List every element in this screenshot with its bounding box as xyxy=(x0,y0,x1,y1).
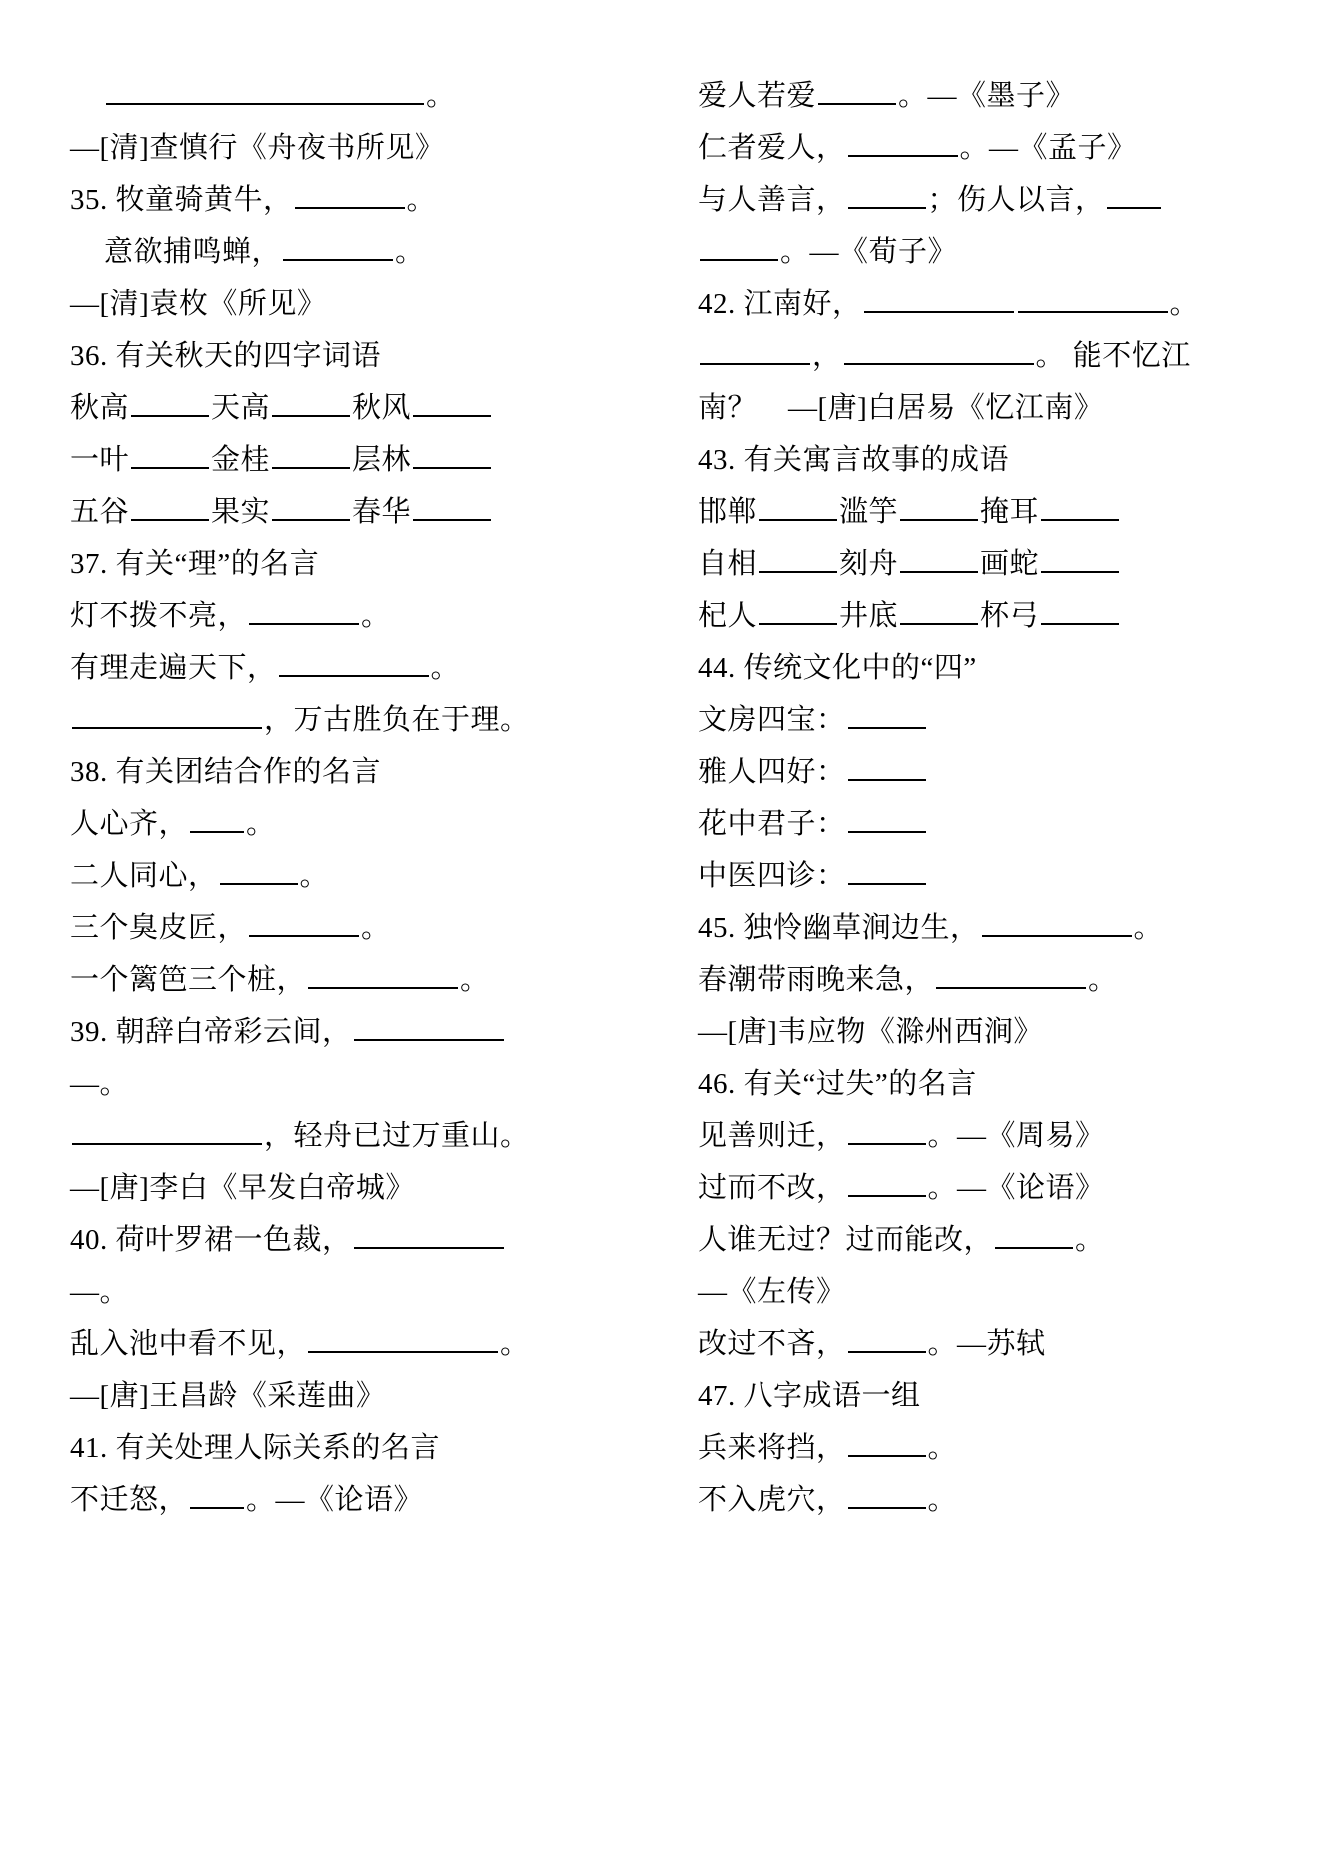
fill-in-blank[interactable] xyxy=(190,1481,244,1509)
line-text: 42. 江南好， xyxy=(698,288,862,320)
fill-in-blank[interactable] xyxy=(249,597,359,625)
line-text: 兵来将挡， xyxy=(698,1432,846,1464)
line-text: 邯郸 xyxy=(698,496,758,528)
line-text: 二人同心， xyxy=(70,860,218,892)
fill-in-blank[interactable] xyxy=(283,233,393,261)
text-line xyxy=(698,1422,1252,1474)
line-text: 36. 有关秋天的四字词语 xyxy=(70,340,382,372)
text-line xyxy=(70,642,624,694)
text-line xyxy=(70,538,624,590)
line-text: ， xyxy=(812,340,842,372)
line-text: —[唐]王昌龄《采莲曲》 xyxy=(70,1380,386,1412)
line-text: 。—苏轼 xyxy=(927,1328,1046,1360)
line-text: 果实 xyxy=(211,496,271,528)
fill-in-blank[interactable] xyxy=(413,493,491,521)
line-text: 。—《孟子》 xyxy=(959,132,1137,164)
fill-in-blank[interactable] xyxy=(995,1221,1073,1249)
fill-in-blank[interactable] xyxy=(848,857,926,885)
line-text: 有理走遍天下， xyxy=(70,652,277,684)
line-text: 。 xyxy=(1133,912,1164,944)
text-line xyxy=(698,902,1252,954)
line-text: 不迁怒， xyxy=(70,1484,189,1516)
line-text: 。 xyxy=(430,652,461,684)
line-text: —[清]查慎行《舟夜书所见》 xyxy=(70,132,445,164)
text-line xyxy=(70,1422,624,1474)
left-text-column xyxy=(70,70,624,1526)
line-text: 与人善言， xyxy=(698,184,846,216)
fill-in-blank[interactable] xyxy=(272,389,350,417)
fill-in-blank[interactable] xyxy=(848,1117,926,1145)
fill-in-blank[interactable] xyxy=(900,597,978,625)
line-text: 39. 朝辞白帝彩云间， xyxy=(70,1016,352,1048)
fill-in-blank[interactable] xyxy=(308,1325,498,1353)
fill-in-blank[interactable] xyxy=(106,77,424,105)
line-text: 爱人若爱 xyxy=(698,80,817,112)
line-text: 。 xyxy=(927,1432,958,1464)
text-line xyxy=(70,1110,624,1162)
fill-in-blank[interactable] xyxy=(131,493,209,521)
fill-in-blank[interactable] xyxy=(844,337,1034,365)
line-text: 。—《周易》 xyxy=(927,1120,1105,1152)
line-text: 仁者爱人， xyxy=(698,132,846,164)
fill-in-blank[interactable] xyxy=(190,805,244,833)
text-line xyxy=(698,746,1252,798)
fill-in-blank[interactable] xyxy=(413,441,491,469)
fill-in-blank[interactable] xyxy=(848,181,926,209)
text-line xyxy=(698,1318,1252,1370)
line-text: 46. 有关“过失”的名言 xyxy=(698,1068,977,1100)
fill-in-blank[interactable] xyxy=(272,493,350,521)
text-line xyxy=(698,486,1252,538)
text-line xyxy=(698,1162,1252,1214)
line-text: 秋高 xyxy=(70,392,130,424)
line-text: 雅人四好： xyxy=(698,756,846,788)
line-text: 。 xyxy=(927,1484,958,1516)
line-text: 三个臭皮匠， xyxy=(70,912,248,944)
line-text: 改过不吝， xyxy=(698,1328,846,1360)
line-text: 过而不改， xyxy=(698,1172,846,1204)
text-line xyxy=(698,278,1252,330)
line-text: 40. 荷叶罗裙一色裁， xyxy=(70,1224,352,1256)
text-line xyxy=(70,590,624,642)
fill-in-blank[interactable] xyxy=(354,1013,504,1041)
line-text: 自相 xyxy=(698,548,758,580)
line-text: 。 xyxy=(361,912,391,944)
text-line xyxy=(70,1474,624,1526)
line-text: 花中君子： xyxy=(698,808,846,840)
line-text: 。—《荀子》 xyxy=(780,236,958,268)
text-line xyxy=(698,1214,1252,1266)
line-text: 一个篱笆三个桩， xyxy=(70,964,307,996)
line-text: 。 xyxy=(299,860,330,892)
line-text: 。 xyxy=(460,964,490,996)
text-line xyxy=(70,1370,624,1422)
fill-in-blank[interactable] xyxy=(759,545,837,573)
fill-in-blank[interactable] xyxy=(848,753,926,781)
line-text: —。 xyxy=(70,1276,130,1308)
line-text: 43. 有关寓言故事的成语 xyxy=(698,444,1010,476)
line-text: 乱入池中看不见， xyxy=(70,1328,307,1360)
line-text: ；伤人以言， xyxy=(927,184,1105,216)
line-text: 井底 xyxy=(839,600,899,632)
line-text: 杞人 xyxy=(698,600,758,632)
line-text: 44. 传统文化中的“四” xyxy=(698,652,977,684)
line-text: 38. 有关团结合作的名言 xyxy=(70,756,382,788)
line-text: 37. 有关“理”的名言 xyxy=(70,548,320,580)
text-line xyxy=(70,382,624,434)
line-text: 41. 有关处理人际关系的名言 xyxy=(70,1432,441,1464)
line-text: 。 xyxy=(426,80,456,112)
text-line xyxy=(70,798,624,850)
line-text: 。—《论语》 xyxy=(246,1484,424,1516)
fill-in-blank[interactable] xyxy=(982,909,1132,937)
right-text-column xyxy=(698,70,1252,1526)
fill-in-blank[interactable] xyxy=(848,1481,926,1509)
line-text: 。 xyxy=(406,184,437,216)
line-text: 。 xyxy=(361,600,391,632)
line-text: 。 能不忆江 xyxy=(1035,340,1191,372)
text-line xyxy=(698,954,1252,1006)
line-text: —[唐]韦应物《滁州西涧》 xyxy=(698,1016,1043,1048)
line-text: 见善则迁， xyxy=(698,1120,846,1152)
line-text: 35. 牧童骑黄牛， xyxy=(70,184,293,216)
fill-in-blank[interactable] xyxy=(759,493,837,521)
line-text: 人谁无过？过而能改， xyxy=(698,1224,994,1256)
fill-in-blank[interactable] xyxy=(848,1325,926,1353)
line-text: 灯不拨不亮， xyxy=(70,600,248,632)
text-line xyxy=(698,642,1252,694)
text-line xyxy=(70,902,624,954)
fill-in-blank[interactable] xyxy=(1041,493,1119,521)
text-line xyxy=(698,1266,1252,1318)
line-text: 。 xyxy=(1075,1224,1105,1256)
text-line xyxy=(70,954,624,1006)
fill-in-blank[interactable] xyxy=(249,909,359,937)
text-line xyxy=(698,1474,1252,1526)
line-text: 春潮带雨晚来急， xyxy=(698,964,935,996)
fill-in-blank[interactable] xyxy=(900,493,978,521)
line-text: 春华 xyxy=(352,496,412,528)
fill-in-blank[interactable] xyxy=(1041,545,1119,573)
text-line xyxy=(698,1370,1252,1422)
line-text: 秋风 xyxy=(352,392,412,424)
text-line xyxy=(698,122,1252,174)
line-text: 。 xyxy=(395,236,425,268)
text-line xyxy=(698,538,1252,590)
text-line xyxy=(70,278,624,330)
fill-in-blank[interactable] xyxy=(848,805,926,833)
line-text: 不入虎穴， xyxy=(698,1484,846,1516)
line-text: 。 xyxy=(500,1328,530,1360)
line-text: 47. 八字成语一组 xyxy=(698,1380,921,1412)
line-text: —《左传》 xyxy=(698,1276,846,1308)
line-text: —[清]袁枚《所见》 xyxy=(70,288,327,320)
text-line xyxy=(698,850,1252,902)
fill-in-blank[interactable] xyxy=(936,961,1086,989)
text-line xyxy=(698,382,1252,434)
fill-in-blank[interactable] xyxy=(279,649,429,677)
fill-in-blank[interactable] xyxy=(308,961,458,989)
line-text: —[唐]李白《早发白帝城》 xyxy=(70,1172,415,1204)
fill-in-blank[interactable] xyxy=(848,129,958,157)
text-line xyxy=(70,1006,624,1058)
text-line xyxy=(70,174,624,226)
text-line xyxy=(698,226,1252,278)
text-line xyxy=(70,226,624,278)
fill-in-blank[interactable] xyxy=(900,545,978,573)
line-text: 。 xyxy=(1088,964,1118,996)
text-line xyxy=(70,850,624,902)
fill-in-blank[interactable] xyxy=(1018,285,1168,313)
line-text: 掩耳 xyxy=(980,496,1040,528)
text-line xyxy=(70,1266,624,1318)
text-line xyxy=(698,1110,1252,1162)
fill-in-blank[interactable] xyxy=(848,1169,926,1197)
text-line xyxy=(70,434,624,486)
text-line xyxy=(698,174,1252,226)
fill-in-blank[interactable] xyxy=(413,389,491,417)
fill-in-blank[interactable] xyxy=(864,285,1014,313)
text-line xyxy=(70,1318,624,1370)
text-line xyxy=(70,1162,624,1214)
line-text: 南？ —[唐]白居易《忆江南》 xyxy=(698,392,1104,424)
fill-in-blank[interactable] xyxy=(72,701,262,729)
line-text: 。—《论语》 xyxy=(927,1172,1105,1204)
line-text: 。—《墨子》 xyxy=(898,80,1076,112)
fill-in-blank[interactable] xyxy=(131,441,209,469)
text-line xyxy=(70,1058,624,1110)
line-text: 人心齐， xyxy=(70,808,189,840)
text-line xyxy=(698,1058,1252,1110)
text-line xyxy=(698,1006,1252,1058)
text-line xyxy=(698,590,1252,642)
fill-in-blank[interactable] xyxy=(131,389,209,417)
line-text: 45. 独怜幽草涧边生， xyxy=(698,912,980,944)
fill-in-blank[interactable] xyxy=(272,441,350,469)
line-text: 一叶 xyxy=(70,444,130,476)
text-line xyxy=(70,746,624,798)
line-text: 意欲捕鸣蝉， xyxy=(104,236,282,268)
text-line xyxy=(698,434,1252,486)
line-text: 天高 xyxy=(211,392,271,424)
text-line xyxy=(698,798,1252,850)
fill-in-blank[interactable] xyxy=(848,1429,926,1457)
fill-in-blank[interactable] xyxy=(295,181,405,209)
text-line xyxy=(70,70,624,122)
line-text: 。 xyxy=(246,808,276,840)
fill-in-blank[interactable] xyxy=(700,233,778,261)
line-text: ，万古胜负在于理。 xyxy=(264,704,530,736)
fill-in-blank[interactable] xyxy=(1107,181,1161,209)
fill-in-blank[interactable] xyxy=(354,1221,504,1249)
text-line xyxy=(70,122,624,174)
line-text: 五谷 xyxy=(70,496,130,528)
text-line xyxy=(70,694,624,746)
fill-in-blank[interactable] xyxy=(848,701,926,729)
line-text: 层林 xyxy=(352,444,412,476)
line-text: 金桂 xyxy=(211,444,271,476)
line-text: 滥竽 xyxy=(839,496,899,528)
text-line xyxy=(698,70,1252,122)
line-text: —。 xyxy=(70,1068,130,1100)
line-text: 刻舟 xyxy=(839,548,899,580)
fill-in-blank[interactable] xyxy=(1041,597,1119,625)
fill-in-blank[interactable] xyxy=(818,77,896,105)
line-text: ，轻舟已过万重山。 xyxy=(264,1120,530,1152)
line-text: 杯弓 xyxy=(980,600,1040,632)
text-line xyxy=(698,694,1252,746)
fill-in-blank[interactable] xyxy=(759,597,837,625)
text-line xyxy=(70,486,624,538)
two-column-layout xyxy=(70,70,1252,1526)
line-text: 中医四诊： xyxy=(698,860,846,892)
text-line xyxy=(70,330,624,382)
fill-in-blank[interactable] xyxy=(72,1117,262,1145)
line-text: 画蛇 xyxy=(980,548,1040,580)
line-text: 。 xyxy=(1169,288,1200,320)
fill-in-blank[interactable] xyxy=(220,857,298,885)
line-text: 文房四宝： xyxy=(698,704,846,736)
text-line xyxy=(698,330,1252,382)
fill-in-blank[interactable] xyxy=(700,337,810,365)
text-line xyxy=(70,1214,624,1266)
